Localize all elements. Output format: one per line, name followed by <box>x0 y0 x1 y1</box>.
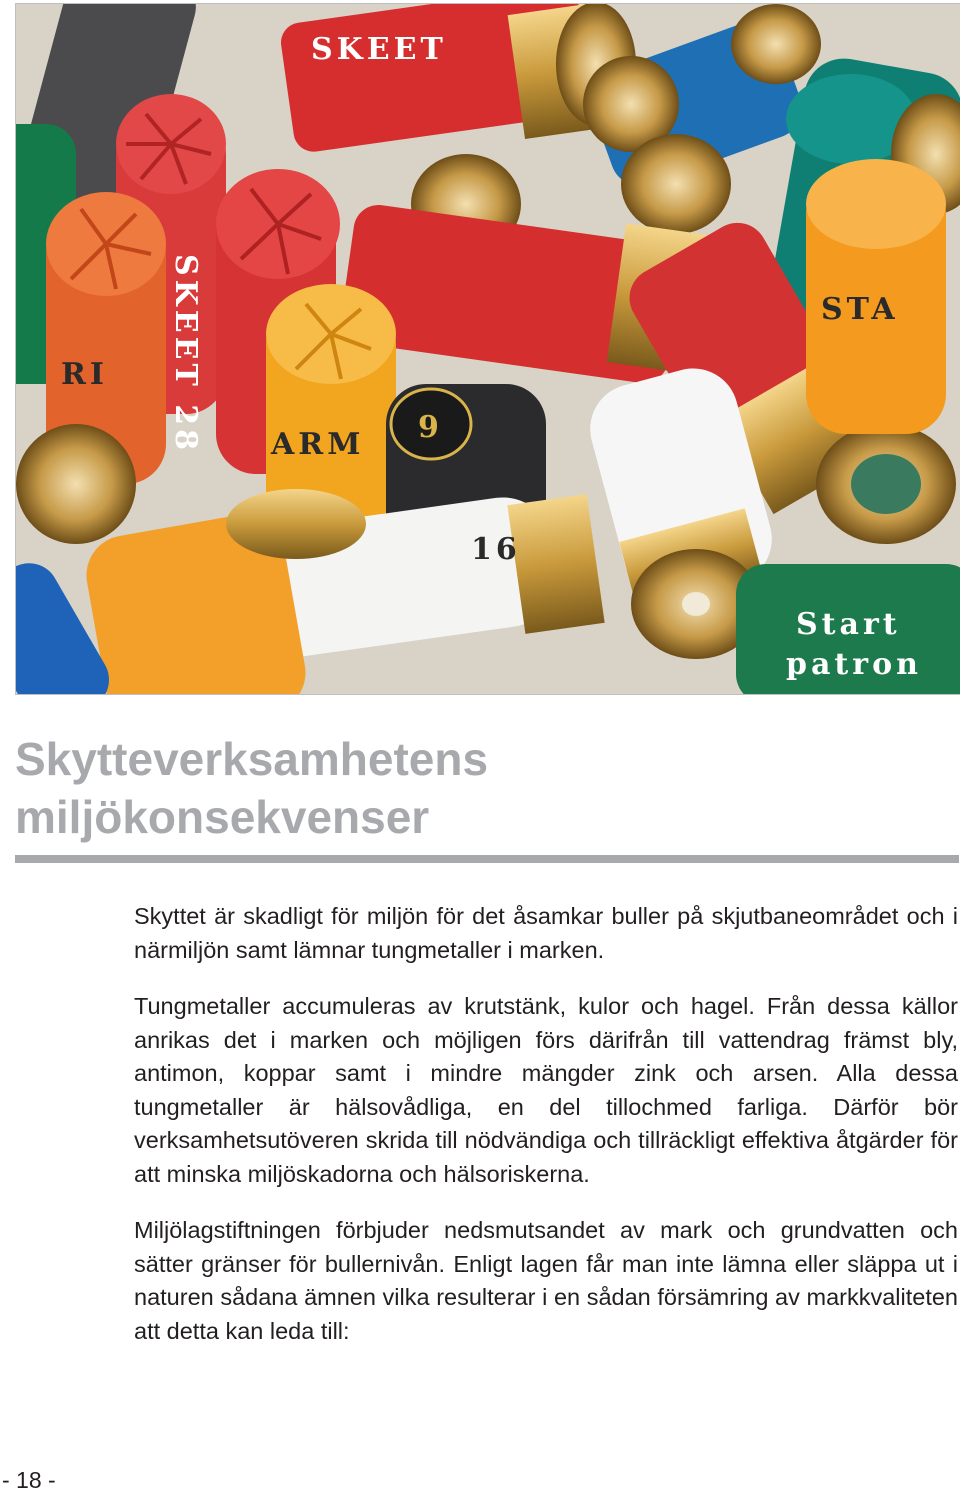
shell-label-start: Start <box>796 607 901 642</box>
shell-label-9: 9 <box>418 410 443 445</box>
page-number: - 18 - <box>2 1467 56 1493</box>
paragraph-3: Miljölagstiftningen förbjuder nedsmutsandet av mark och grundvatten och sätter gränser för bullernivån. Enligt lagen får man inte lämna eller släppa ut i naturen sådana ämnen vilka resulterar i en sådan försämring av markkvaliteten att detta kan leda till: <box>134 1217 958 1344</box>
shell-orange-right <box>806 159 946 434</box>
shell-green-start <box>736 564 960 694</box>
page-title-line1: Skytteverksamhetens <box>15 733 489 785</box>
shell-label-sta: STA <box>821 292 899 327</box>
shell-label-patron: patron <box>786 647 922 682</box>
paragraph-2: Tungmetaller accumuleras av krutstänk, kulor och hagel. Från dessa källor anrikas det i marken och möjligen förs därifrån till vattendrag främst bly, antimon, koppar samt i mindre mängder zink och arsen. Alla dessa tungmetaller är hälsovådliga, en del tillochmed farliga. Därför bör verksamhetsutöveren skrida till nödvändiga och tillräckligt effektiva åtgärder för att minska miljöskadorna och hälsoriskerna. <box>134 993 958 1187</box>
shotgun-shells-photo <box>15 3 960 695</box>
page-title-line2: miljökonsekvenser <box>15 791 430 843</box>
shell-label-skeet28: SKEET 28 <box>168 254 203 454</box>
shotgun-shells-illustration <box>16 4 960 694</box>
paragraph-1: Skyttet är skadligt för miljön för det åsamkar buller på skjutbaneområdet och i närmiljön samt lämnar tungmetaller i marken. <box>134 903 958 963</box>
shell-label-arm: ARM <box>271 427 365 462</box>
shell-label-16: 16 <box>471 532 521 567</box>
shell-label-ri: RI <box>61 357 108 392</box>
page-title <box>15 730 945 846</box>
heading-divider <box>15 855 959 863</box>
body-text <box>134 900 958 1371</box>
shell-label-skeet: SKEET <box>311 32 447 67</box>
